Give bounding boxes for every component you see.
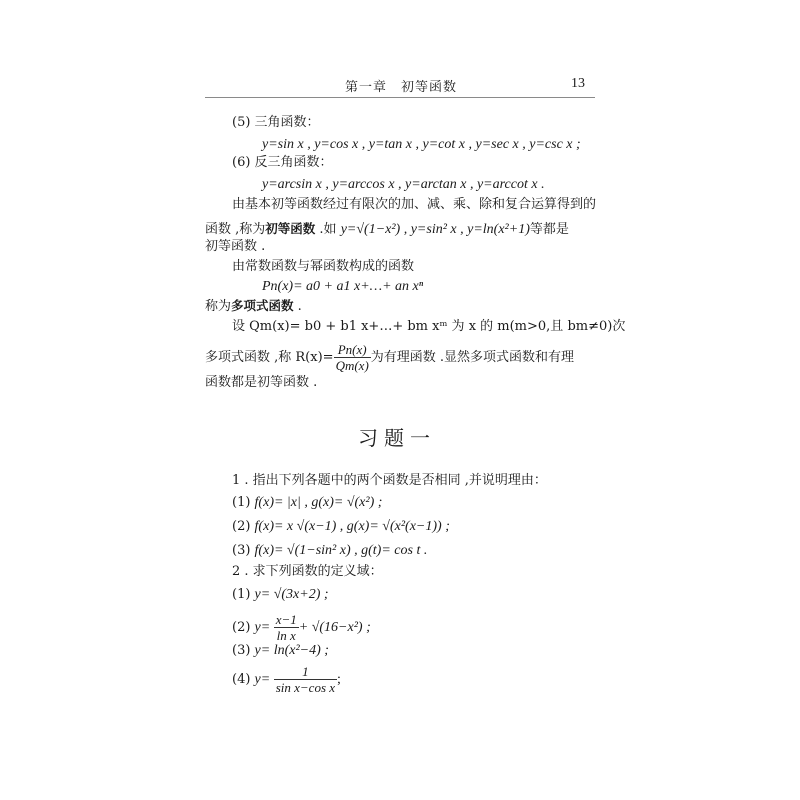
question-2-2: (2) y= $\frac{x-1}{\text{ln x}}$ + √(16−x²) ;: [232, 612, 371, 643]
polynomial-formula: Pn(x)= a0 + a1 x+…+ an xⁿ: [262, 279, 424, 294]
fraction-denominator: ln x: [276, 628, 296, 643]
para4-text-a: 多项式函数 ,称 R(x)=: [205, 350, 334, 365]
item-label: (2): [232, 620, 255, 635]
term-elementary-function: 初等函数: [265, 221, 316, 236]
item-label: (4): [232, 672, 255, 687]
para4-text-b: 为有理函数 .显然多项式函数和有理: [370, 350, 575, 365]
question-2-1: [232, 586, 329, 604]
header-rule: [205, 97, 595, 98]
item-5-label: (5) 三角函数：: [232, 115, 320, 130]
question-1: 1 . 指出下列各题中的两个函数是否相同 ,并说明理由：: [232, 473, 547, 488]
para3-text-a: 称为: [205, 299, 232, 314]
item-formula-rest: ;: [337, 672, 341, 687]
fraction-numerator: Pn(x): [334, 342, 371, 358]
chapter-title: 第一章 初等函数: [345, 80, 458, 95]
example-2: , y=sin² x , y=ln(x²+1): [400, 222, 530, 237]
running-header: [205, 74, 595, 96]
item-formula: y= √(3x+2) ;: [254, 587, 329, 602]
item-label: (1): [232, 495, 255, 510]
fraction-denominator: Qm(x): [335, 358, 369, 373]
para4-line3: 函数都是初等函数 .: [205, 375, 318, 390]
para3-text-b: .: [293, 299, 302, 314]
item-formula: f(x)= |x| , g(x)= √(x²) ;: [254, 495, 383, 510]
fraction-denominator: sin x−cos x: [275, 680, 336, 695]
item-label: (3): [232, 543, 255, 558]
question-1-1: [232, 494, 382, 512]
para1-text-b: .如: [315, 222, 341, 237]
rational-fraction: [334, 342, 371, 373]
item-label: (2): [232, 519, 255, 534]
item-label: (1): [232, 587, 255, 602]
item-label: (3): [232, 643, 255, 658]
para1-line1: 由基本初等函数经过有限次的加、减、乘、除和复合运算得到的: [232, 197, 597, 212]
page-number: 13: [571, 76, 585, 91]
item-formula-rest: + √(16−x²) ;: [298, 620, 371, 635]
fraction: [274, 612, 299, 643]
item-6-label: (6) 反三角函数：: [232, 155, 333, 170]
question-2-3: [232, 642, 329, 660]
item-formula: f(x)= √(1−sin² x) , g(t)= cos t .: [254, 543, 428, 558]
para1-text-c: 等都是: [529, 222, 569, 237]
question-1-3: [232, 542, 427, 560]
question-1-2: [232, 518, 450, 536]
para1-text-a: 函数 ,称为: [205, 222, 266, 237]
fraction-numerator: x−1: [275, 612, 297, 627]
item-6-formula: y=arcsin x , y=arccos x , y=arctan x , y=arccot x .: [262, 177, 545, 192]
item-formula: y= ln(x²−4) ;: [254, 643, 329, 658]
question-2: 2 . 求下列函数的定义域：: [232, 564, 383, 579]
para4-line2: [205, 342, 574, 373]
example-1: y=√(1−x²): [340, 222, 401, 237]
question-2-4: (4) y= $\frac{1}{\text{sin x−cos x}}$ ;: [232, 664, 341, 695]
fraction: [274, 664, 337, 695]
para1-line3: 初等函数 .: [205, 239, 266, 254]
item-formula: f(x)= x √(x−1) , g(x)= √(x²(x−1)) ;: [254, 519, 450, 534]
fraction-numerator: 1: [274, 664, 337, 680]
para4-line1: 设 Qm(x)= b0 + b1 x+…+ bm xᵐ 为 x 的 m(m>0,且 bm≠0)次: [232, 319, 626, 334]
para3: [205, 297, 302, 316]
term-polynomial-function: 多项式函数: [231, 298, 294, 313]
exercises-title: 习题一: [358, 426, 436, 450]
item-5-formula: y=sin x , y=cos x , y=tan x , y=cot x , y=sec x , y=csc x ;: [262, 137, 581, 152]
para1-line2: [205, 220, 569, 239]
para2-line1: 由常数函数与幂函数构成的函数: [232, 259, 415, 274]
